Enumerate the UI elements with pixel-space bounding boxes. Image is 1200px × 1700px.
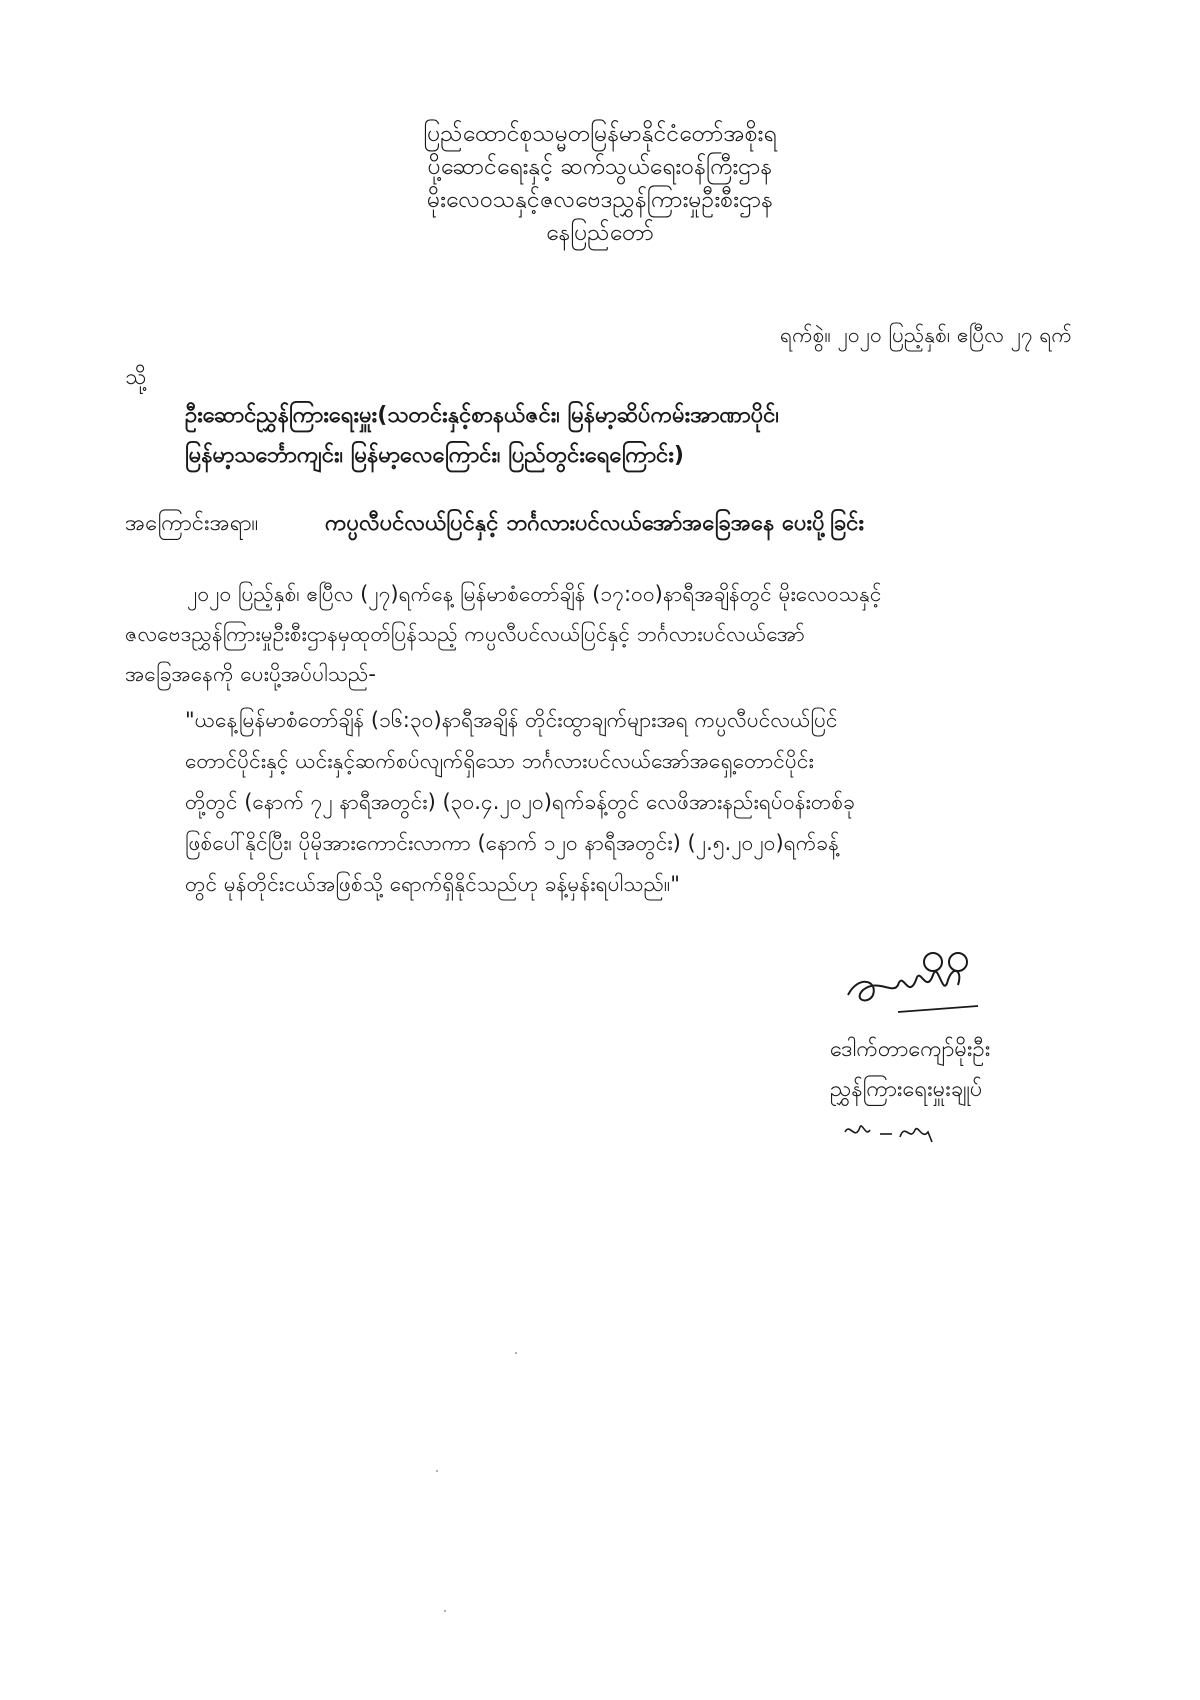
quote-line: တွင် မုန်တိုင်းငယ်အဖြစ်သို့ ရောက်ရှိနိုင်သည်ဟု ခန့်မှန်းရပါသည်။" (185, 872, 680, 896)
signature-block (830, 1030, 990, 1110)
addressee-line: မြန်မာ့သင်္ဘောကျင်း၊ မြန်မာ့လေကြောင်း၊ ပြည်တွင်းရေကြောင်း) (185, 443, 684, 468)
signatory-name: ဒေါက်တာကျော်မိုးဦး (830, 1037, 991, 1062)
scan-speck (436, 1470, 438, 1472)
handwritten-signature (838, 940, 988, 1020)
quote-line: "ယနေ့မြန်မာစံတော်ချိန် (၁၆:၃၀)နာရီအချိန် တိုင်းထွာချက်များအရ ကပ္ပလီပင်လယ်ပြင် (185, 708, 838, 732)
letterhead-ministry: ပို့ဆောင်ရေးနှင့် ဆက်သွယ်ရေးဝန်ကြီးဌာန (427, 154, 773, 180)
letterhead-department: မိုးလေဝသနှင့်ဇလဗေဒညွှန်ကြားမှုဦးစီးဌာန (426, 187, 774, 213)
letterhead (0, 118, 1200, 250)
body-paragraph (125, 574, 1070, 694)
quote-line: တို့တွင် (နောက် ၇၂ နာရီအတွင်း) (၃၀.၄.၂၀၂၀)ရက်ခန့်တွင် လေဖိအားနည်းရပ်ဝန်းတစ်ခု (185, 790, 855, 814)
addressee-line: ဦးဆောင်ညွှန်ကြားရေးမှူး(သတင်းနှင့်စာနယ်ဇင်း၊ မြန်မာ့ဆိပ်ကမ်းအာဏာပိုင်၊ (185, 403, 779, 428)
handwritten-initials (840, 1112, 940, 1152)
forecast-quote (185, 700, 1075, 905)
scan-speck (515, 1352, 517, 1354)
body-line: အခြေအနေကို ပေးပို့အပ်ပါသည်- (125, 662, 376, 686)
subject-line (125, 508, 864, 541)
quote-line: တောင်ပိုင်းနှင့် ယင်းနှင့်ဆက်စပ်လျက်ရှိသော ဘင်္ဂလားပင်လယ်အော်အရှေ့တောင်ပိုင်း (185, 749, 814, 773)
signatory-title: ညွှန်ကြားရေးမှူးချုပ် (830, 1077, 983, 1102)
scan-speck (444, 1610, 446, 1612)
body-line: ၂၀၂၀ ပြည့်နှစ်၊ ဧပြီလ (၂၇)ရက်နေ့ မြန်မာစံတော်ချိန် (၁၇:၀၀)နာရီအချိန်တွင် မိုးလေဝသနှင့် (187, 582, 882, 606)
letterhead-city: နေပြည်တော် (546, 220, 654, 246)
quote-line: ဖြစ်ပေါ်နိုင်ပြီး၊ ပိုမိုအားကောင်းလာကာ (နောက် ၁၂၀ နာရီအတွင်း) (၂.၅.၂၀၂၀)ရက်ခန့် (185, 831, 839, 855)
subject-label: အကြောင်းအရာ။ (125, 511, 259, 536)
addressee (185, 396, 779, 476)
body-line: ဇလဗေဒညွှန်ကြားမှုဦးစီးဌာနမှထုတ်ပြန်သည့် ကပ္ပလီပင်လယ်ပြင်နှင့် ဘင်္ဂလားပင်လယ်အော် (125, 622, 805, 646)
letter-date: ရက်စွဲ။ ၂၀၂၀ ပြည့်နှစ်၊ ဧပြီလ ၂၇ ရက် (780, 323, 1072, 347)
to-label: သို့ (125, 365, 147, 390)
subject-text: ကပ္ပလီပင်လယ်ပြင်နှင့် ဘင်္ဂလားပင်လယ်အော်အခြေအနေ ပေးပို့ခြင်း (325, 511, 865, 536)
letterhead-government: ပြည်ထောင်စုသမ္မတမြန်မာနိုင်ငံတော်အစိုးရ (423, 121, 777, 147)
